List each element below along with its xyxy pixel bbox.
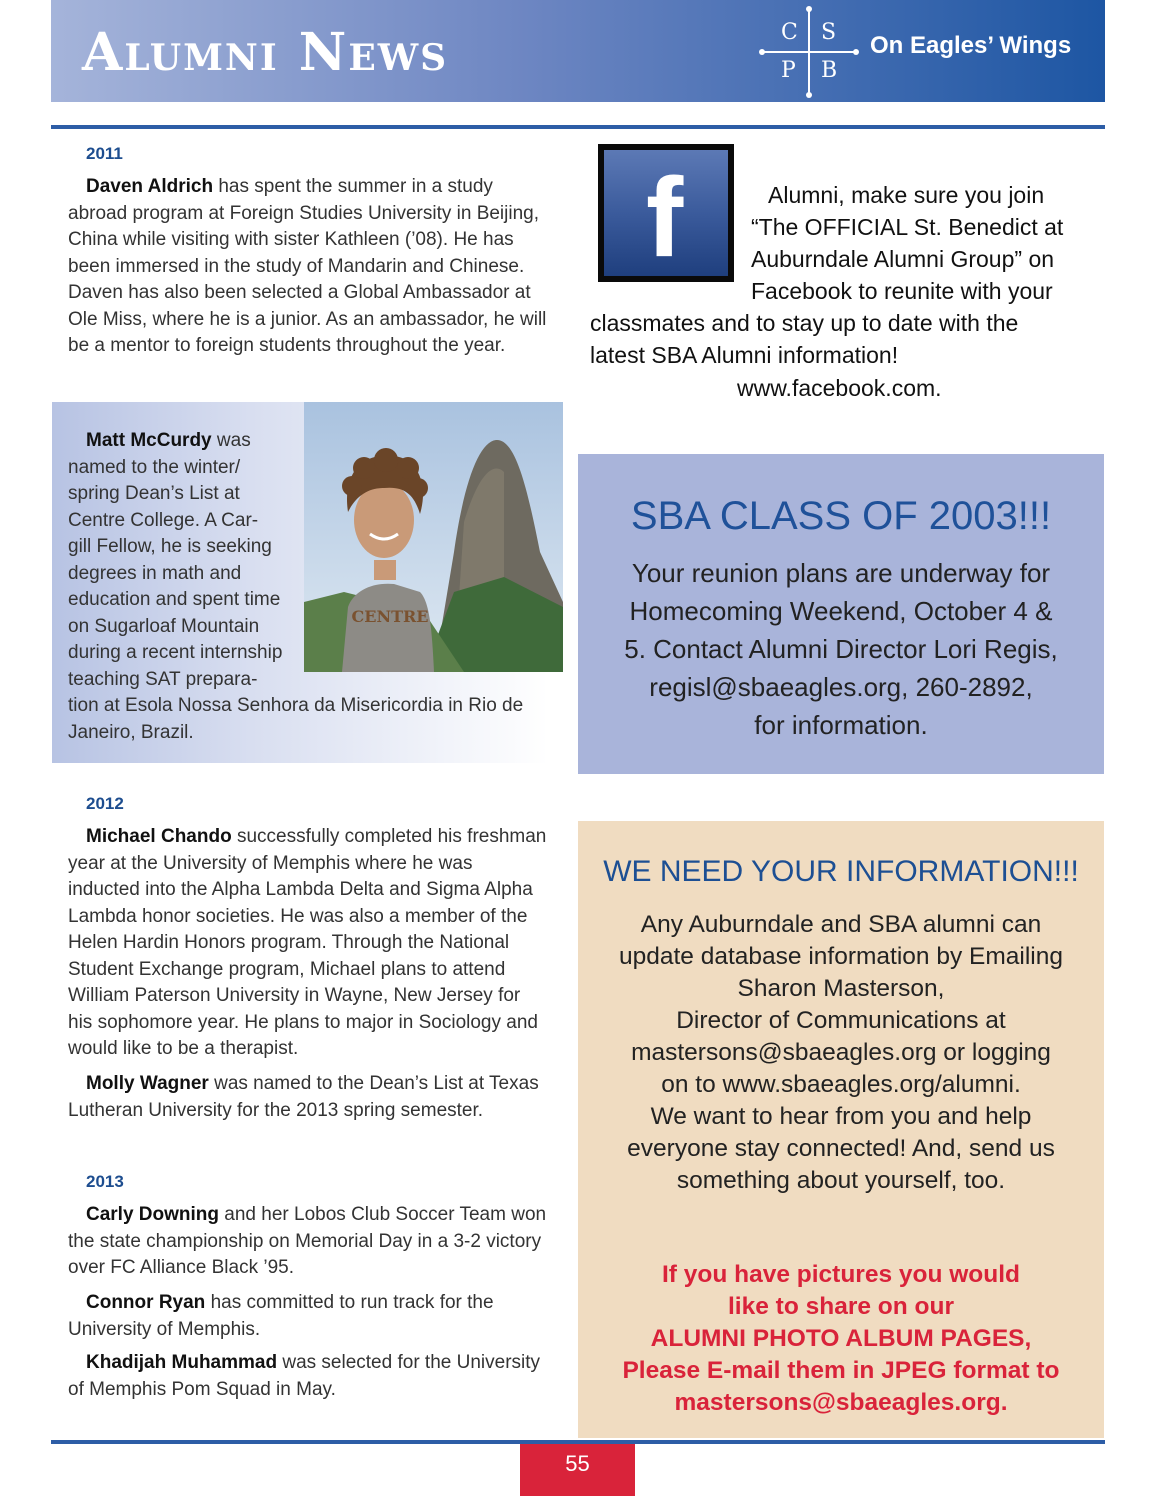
entry-matt-mccurdy: Matt McCurdy was named to the winter/ spring Dean’s List at Centre College. A Car- gill Fellow, he is seeking degrees in math and education and spent time on Sugarloaf Mountain during a recent internship teaching SAT prepara- tion at Esola Nossa Senhora da Misericordia in Rio de Janeiro, Brazil. — [68, 430, 524, 743]
facebook-text-line: Auburndale Alumni Group” on — [751, 246, 1055, 272]
facebook-icon[interactable] — [598, 144, 734, 282]
info-email-line[interactable]: mastersons@sbaeagles.org or logging — [631, 1039, 1051, 1066]
facebook-f-letter: f — [646, 155, 684, 280]
class-2003-line: Homecoming Weekend, October 4 & — [629, 596, 1053, 626]
class-2003-box — [578, 454, 1104, 774]
info-line: Sharon Masterson, — [737, 975, 945, 1002]
facebook-text-line: Facebook to reunite with your — [751, 278, 1053, 304]
class-2003-title: SBA CLASS OF 2003!!! — [630, 494, 1052, 538]
info-url-line[interactable]: on to www.sbaeagles.org/alumni. — [661, 1071, 1021, 1098]
photo-request-email[interactable]: mastersons@sbaeagles.org. — [674, 1389, 1008, 1416]
info-title: WE NEED YOUR INFORMATION!!! — [603, 855, 1079, 888]
facebook-text-line: “The OFFICIAL St. Benedict at — [751, 214, 1064, 240]
page-number: 55 — [520, 1444, 635, 1496]
entry-molly-wagner: Molly Wagner was named to the Dean’s List at Texas Lutheran University for the 2013 spring semester. — [68, 1073, 539, 1121]
matt-mccurdy-photo — [304, 402, 563, 672]
emblem-letter-p: P — [781, 58, 796, 83]
facebook-text-line: classmates and to stay up to date with the — [590, 310, 1019, 336]
class-2003-line: regisl@sbaeagles.org, 260-2892, — [649, 672, 1033, 702]
facebook-url-link[interactable]: www.facebook.com. — [737, 375, 942, 401]
entry-name: Connor Ryan — [86, 1292, 206, 1313]
photo-request-line: Please E-mail them in JPEG format to — [622, 1357, 1060, 1384]
entry-name: Molly Wagner — [86, 1073, 209, 1094]
header-tagline: On Eagles’ Wings — [870, 32, 1072, 59]
photo-request-line: If you have pictures you would — [661, 1261, 1021, 1288]
entry-name: Daven Aldrich — [86, 176, 214, 197]
entry-name: Carly Downing — [86, 1204, 220, 1225]
entry-name: Michael Chando — [86, 826, 232, 847]
cspb-cross-emblem — [758, 6, 860, 98]
facebook-text-line: Alumni, make sure you join — [768, 182, 1045, 208]
entry-name: Khadijah Muhammad — [86, 1352, 278, 1373]
emblem-letter-s: S — [821, 20, 837, 45]
entry-michael-chando: Michael Chando successfully completed his freshman year at the University of Memphis where he was inducted into the Alpha Lambda Delta and Sigma Alpha Lambda honor societies. He was also a member of the Helen Hardin Honors program. Through the National Student Exchange program, Michael plans to attend William Paterson University in Wayne, New Jersey for his sophomore year. He plans to major in Sociology and would like to be a therapist. — [68, 826, 547, 1059]
shirt-text: CENTRE — [351, 607, 429, 626]
info-request-box — [578, 821, 1104, 1438]
emblem-letter-c: C — [781, 20, 798, 45]
year-heading-2013: 2013 — [86, 1172, 124, 1191]
entry-daven-aldrich: Daven Aldrich has spent the summer in a study abroad program at Foreign Studies University in Beijing, China while visiting with sister Kathleen (’08). He has been immersed in the study of Mandarin and Chinese. Daven has also been selected a Global Ambassador at Ole Miss, where he is a junior. As an ambassador, he will be a mentor to foreign students throughout the year. — [68, 176, 547, 356]
info-line: update database information by Emailing — [618, 943, 1063, 970]
info-line: everyone stay connected! And, send us — [627, 1135, 1055, 1162]
year-heading-2011: 2011 — [86, 144, 123, 163]
info-line: Any Auburndale and SBA alumni can — [640, 911, 1042, 938]
photo-request-line: ALUMNI PHOTO ALBUM PAGES, — [650, 1325, 1032, 1352]
page-title: Alumni News — [82, 22, 449, 83]
class-2003-line: Your reunion plans are underway for — [631, 558, 1051, 588]
info-line: Director of Communications at — [676, 1007, 1006, 1034]
class-2003-line: for information. — [754, 710, 928, 740]
facebook-text-line: latest SBA Alumni information! — [590, 342, 899, 368]
year-heading-2012: 2012 — [86, 794, 124, 813]
top-divider — [51, 125, 1105, 129]
photo-request-line: like to share on our — [728, 1293, 954, 1320]
class-2003-line: 5. Contact Alumni Director Lori Regis, — [624, 634, 1058, 664]
info-line: We want to hear from you and help — [650, 1103, 1032, 1130]
info-line: something about yourself, too. — [676, 1167, 1006, 1194]
entry-name: Matt McCurdy — [86, 430, 212, 451]
emblem-letter-b: B — [821, 58, 838, 83]
entry-carly-downing: Carly Downing and her Lobos Club Soccer Team won the state championship on Memorial Day in a 3-2 victory over FC Alliance Black ’95. — [68, 1204, 547, 1278]
entry-connor-ryan: Connor Ryan has committed to run track for the University of Memphis. — [68, 1292, 494, 1340]
entry-khadijah-muhammad: Khadijah Muhammad was selected for the University of Memphis Pom Squad in May. — [68, 1352, 541, 1400]
